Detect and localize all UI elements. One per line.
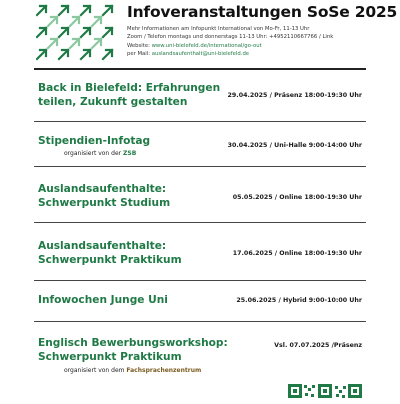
arrow-up-right-icon [36, 4, 114, 62]
event-title-line: Schwerpunkt Praktikum [38, 350, 182, 363]
info-line-mail [127, 50, 333, 58]
event-title [38, 337, 228, 364]
website-label: Website: [127, 42, 152, 49]
info-line-phone: Zoom / Telefon montags und donnerstags 11-13 Uhr: +4952110667766 / Link [127, 34, 334, 41]
info-line-website [127, 42, 333, 50]
event-title-line: Schwerpunkt Studium [38, 196, 171, 209]
event-date: 17.06.2025 / Online 18:00-19:30 Uhr [232, 250, 362, 257]
mail-link[interactable]: auslandsaufenthalt@uni-bielefeld.de [151, 51, 250, 58]
event-organizer [64, 150, 136, 157]
event-date: 30.04.2025 / Uni-Halle 9:00-14:00 Uhr [227, 142, 362, 149]
event-title: Infowochen Junge Uni [38, 294, 168, 306]
event-date: 05.05.2025 / Online 18:00-19:30 Uhr [232, 194, 362, 201]
divider [34, 321, 366, 322]
qr-code-icon[interactable] [288, 382, 362, 400]
website-link[interactable]: www.uni-bielefeld.de/international/go-out [151, 42, 262, 49]
event-title-line: Auslandsaufenthalte: [38, 183, 167, 195]
event-title-line: Schwerpunkt Praktikum [38, 253, 182, 266]
event-title: Stipendien-Infotag [38, 135, 151, 147]
event-date: 25.06.2025 / Hybrid 9:00-10:00 Uhr [236, 297, 362, 304]
header-divider [34, 68, 366, 70]
info-line-hours: Mehr Informationen am Infopunkt International von Mo-Fr, 11-13 Uhr [127, 26, 310, 32]
event-title-line: Back in Bielefeld: Erfahrungen [38, 82, 221, 94]
divider [34, 222, 366, 223]
event-date: Vsl. 07.07.2025 /Präsenz [274, 342, 362, 349]
event-title-line: Auslandsaufenthalte: [38, 240, 167, 252]
event-organizer [64, 367, 201, 374]
divider [34, 280, 366, 281]
event-title-line: teilen, Zukunft gestalten [38, 95, 188, 108]
organizer-name: ZSB [123, 150, 137, 157]
event-title [38, 183, 170, 210]
organizer-name: Fachsprachenzentrum [126, 367, 202, 374]
divider [34, 166, 366, 167]
organizer-label: organisiert von dem [64, 367, 127, 374]
event-date: 29.04.2025 / Präsenz 18:00-19:30 Uhr [227, 92, 362, 99]
event-title [38, 240, 182, 267]
mail-label: per Mail: [127, 51, 152, 58]
divider [34, 121, 366, 122]
page-title: Infoveranstaltungen SoSe 2025 [127, 3, 398, 21]
contact-info [127, 25, 333, 59]
event-title-line: Englisch Bewerbungsworkshop: [38, 337, 228, 349]
arrow-grid-logo [36, 4, 114, 62]
organizer-label: organisiert von der [64, 150, 124, 157]
event-title [38, 82, 220, 109]
